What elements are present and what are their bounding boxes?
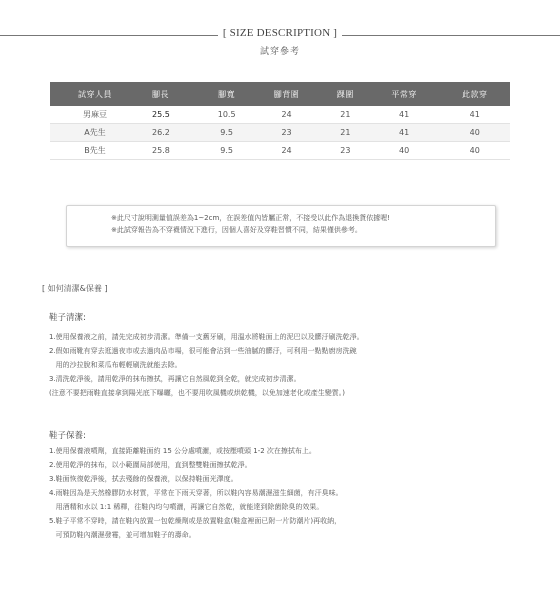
- cleaning-instructions: [49, 330, 364, 400]
- table-cell: 41: [399, 110, 410, 119]
- table-cell: 10.5: [217, 110, 236, 119]
- column-header-usual-size: 平常穿: [391, 89, 417, 99]
- column-header-instep: 腳背圍: [273, 89, 300, 99]
- table-cell: A先生: [84, 128, 106, 137]
- size-table-header-row: [50, 82, 510, 106]
- table-cell: 41: [399, 128, 410, 137]
- instruction-line: 1.使用保養液之前，請先完成初步清潔。準備一支舊牙刷，用溫水將鞋面上的泥巴以及髒汙刷洗乾淨。: [49, 333, 364, 341]
- instruction-line: 2.假如雨靴有穿去逛過夜市或去過肉品市場，很可能會沾到一些油膩的髒汙，可利用一點點廚房洗碗: [49, 347, 357, 355]
- instruction-line: 用酒精和水以 1:1 稀釋，往鞋內均勻噴灑，再讓它自然乾，就能達到除菌除臭的效果。: [49, 503, 324, 511]
- instruction-line: 3.鞋面恢復乾淨後，拭去殘餘的保養液，以保持鞋面光澤度。: [49, 475, 238, 483]
- table-cell: 9.5: [220, 128, 233, 137]
- table-row: [50, 106, 510, 124]
- table-cell: 26.2: [152, 128, 170, 137]
- notice-line: ※此試穿報告為不穿襪情況下進行，因個人喜好及穿鞋習慣不同，結果僅供參考。: [111, 226, 362, 234]
- size-table: [50, 82, 510, 160]
- table-cell: 24: [281, 146, 292, 155]
- instruction-line: 1.使用保養液噴劑，直接距離鞋面約 15 公分處噴灑，或按壓噴頭 1-2 次在擦拭布上。: [49, 447, 316, 455]
- table-cell: 40: [469, 146, 480, 155]
- column-header-ankle: 踝圍: [336, 89, 354, 99]
- instruction-line: 4.雨鞋因為是天然橡膠防水材質，平常在下雨天穿著，所以鞋內容易潮濕滋生細菌，有汗臭味。: [49, 489, 343, 497]
- instruction-line: 2.使用乾淨的抹布，以小範圍局部使用，直到整雙鞋面擦拭乾淨。: [49, 461, 252, 469]
- page-subtitle: 試穿參考: [259, 47, 300, 57]
- maintenance-instructions: [49, 444, 343, 542]
- table-row: [50, 124, 510, 142]
- table-cell: 9.5: [220, 146, 233, 155]
- column-header-foot-width: 腳寬: [218, 89, 236, 99]
- instruction-line: 可預防鞋內潮濕發霉，並可增加鞋子的壽命。: [49, 531, 196, 539]
- table-cell: 25.8: [152, 146, 170, 155]
- instruction-line: 用的沙拉脫和菜瓜布輕輕刷洗就能去除。: [49, 361, 182, 369]
- size-description-header: [0, 27, 560, 43]
- table-cell: 40: [399, 146, 410, 155]
- cleaning-heading: 鞋子清潔:: [49, 313, 86, 323]
- title-divider-right: [342, 35, 560, 36]
- instruction-line: 3.清洗乾淨後，請用乾淨的抹布擦拭，再讓它自然風乾到全乾，就完成初步清潔。: [49, 375, 301, 383]
- column-header-foot-length: 腳長: [152, 89, 169, 99]
- table-cell: 21: [340, 110, 351, 119]
- maintenance-heading: 鞋子保養:: [49, 431, 86, 441]
- table-cell: 24: [281, 110, 292, 119]
- instruction-line: 5.鞋子平常不穿時，請在鞋內放置一包乾燥劑或是放置鞋盒(鞋盒裡面已附一片防潮片)再收納，: [49, 517, 342, 525]
- table-cell: 25.5: [152, 110, 170, 119]
- title-divider-left: [0, 35, 218, 36]
- measurement-notice-box: [66, 205, 496, 247]
- column-header-this-size: 此款穿: [461, 89, 488, 99]
- table-cell: 41: [469, 110, 480, 119]
- table-cell: 40: [469, 128, 480, 137]
- notice-line: ※此尺寸說明測量值誤差為1~2cm，在誤差值內皆屬正常，不接受以此作為退換貨依據喔!: [111, 214, 391, 222]
- table-cell: 21: [340, 128, 351, 137]
- instruction-line: (注意不要把雨鞋直接拿到陽光底下曝曬，也不要用吹風機或烘乾機，以免加速老化或產生變質。): [49, 389, 345, 397]
- table-cell: 男麻豆: [83, 110, 107, 119]
- column-header-tester: 試穿人員: [78, 89, 112, 99]
- table-cell: B先生: [84, 146, 106, 155]
- table-cell: 23: [340, 146, 351, 155]
- care-section-title: [ 如何清潔&保養 ]: [42, 284, 108, 293]
- page-title: [ SIZE DESCRIPTION ]: [222, 27, 338, 39]
- table-cell: 23: [281, 128, 292, 137]
- table-row: [50, 142, 510, 160]
